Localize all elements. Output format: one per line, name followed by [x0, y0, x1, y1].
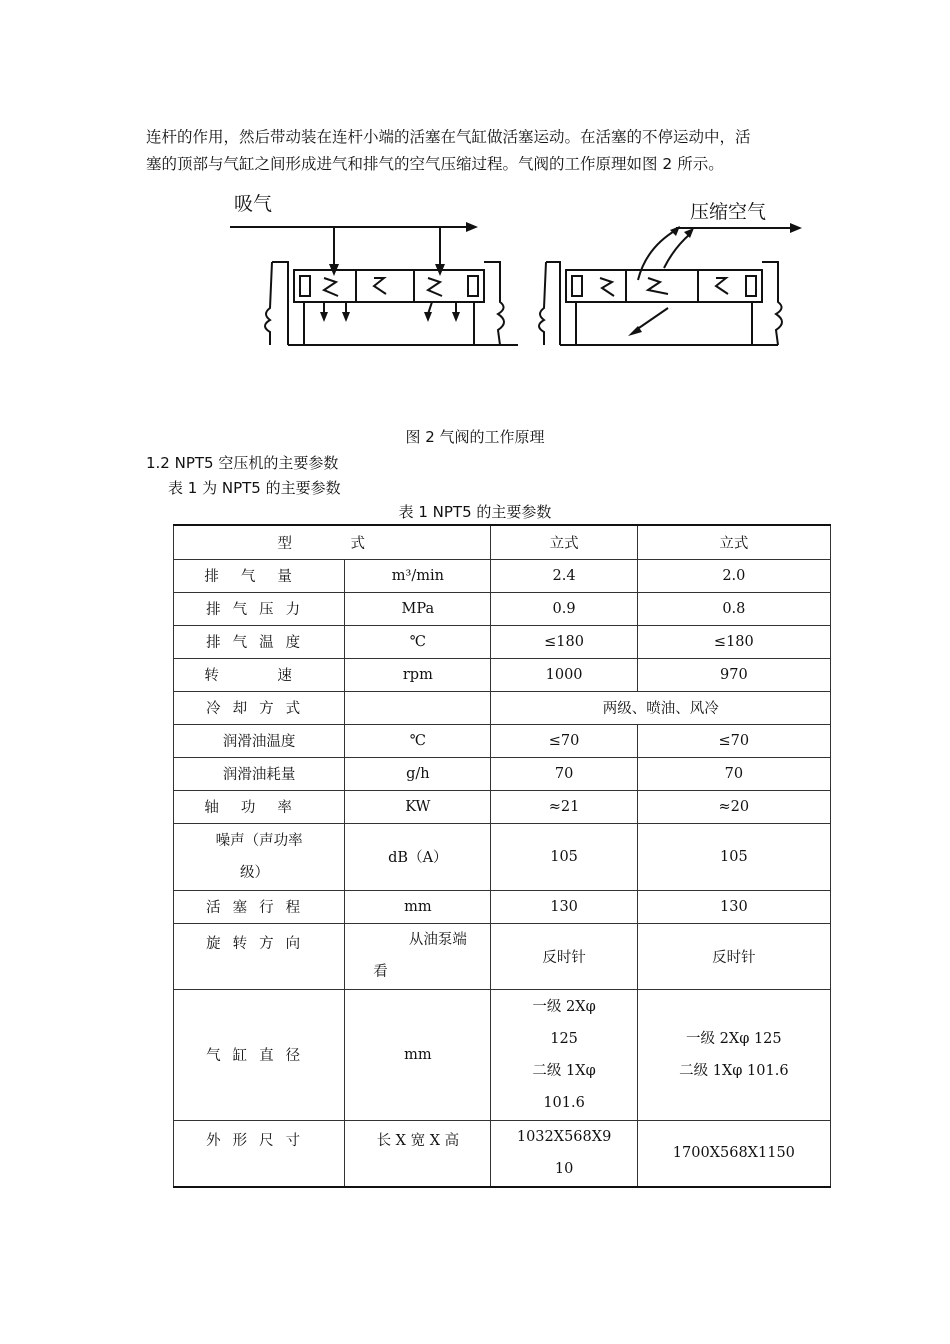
row-value-1: 2.4 [491, 559, 637, 592]
row-value-2: 70 [637, 757, 830, 790]
row-unit: KW [345, 790, 491, 823]
value-line: 101.6 [543, 1094, 585, 1111]
row-value-1 [491, 1120, 637, 1187]
table-row [174, 691, 831, 724]
table-row [174, 592, 831, 625]
row-value-1: 0.9 [491, 592, 637, 625]
row-unit: rpm [345, 658, 491, 691]
row-label: 排气压力 [174, 592, 345, 625]
row-value-1: 105 [491, 823, 637, 890]
value-line: 一级 2Xφ [532, 998, 596, 1015]
row-label: 转 速 [174, 658, 345, 691]
table-row [174, 658, 831, 691]
row-unit: mm [345, 989, 491, 1120]
row-value-2: 105 [637, 823, 830, 890]
row-value-1: 70 [491, 757, 637, 790]
row-value-2: 反时针 [637, 923, 830, 989]
row-value-merged: 两级、喷油、风冷 [491, 691, 831, 724]
row-value-1: 130 [491, 890, 637, 923]
row-value-1: ≤180 [491, 625, 637, 658]
row-value-2: 130 [637, 890, 830, 923]
table-row [174, 790, 831, 823]
row-value-2: ≤180 [637, 625, 830, 658]
intake-label: 吸气 [234, 193, 273, 215]
row-unit: ℃ [345, 625, 491, 658]
row-label: 润滑油温度 [174, 724, 345, 757]
table-title: 表 1 NPT5 的主要参数 [398, 503, 552, 521]
row-label: 活塞行程 [174, 890, 345, 923]
row-label: 润滑油耗量 [174, 757, 345, 790]
row-unit: 长 X 宽 X 高 [345, 1120, 491, 1187]
row-unit-line: 从油泵端 [408, 932, 467, 948]
table-row [174, 989, 831, 1120]
intro-paragraph [146, 124, 826, 178]
row-value-1: ≈21 [491, 790, 637, 823]
valve-diagram [228, 190, 808, 370]
value-line: 125 [550, 1030, 578, 1047]
table-row [174, 559, 831, 592]
header-label: 型 式 [174, 525, 491, 559]
header-col2: 立式 [637, 525, 830, 559]
compressed-air-label: 压缩空气 [690, 201, 767, 223]
figure-caption: 图 2 气阀的工作原理 [405, 428, 545, 446]
table-header-row [174, 525, 831, 559]
intro-line-1: 连杆的作用，然后带动装在连杆小端的活塞在气缸做活塞运动。在活塞的不停运动中，活 [146, 128, 751, 146]
row-value-1: 反时针 [491, 923, 637, 989]
value-line: 10 [554, 1161, 574, 1178]
header-col1: 立式 [491, 525, 637, 559]
value-line: 二级 1Xφ 101.6 [679, 1062, 789, 1079]
section-heading: 1.2 NPT5 空压机的主要参数 [146, 454, 339, 472]
value-line: 1032X568X9 [516, 1129, 612, 1146]
row-value-2: 970 [637, 658, 830, 691]
table-row [174, 823, 831, 890]
parameters-table [173, 524, 831, 1188]
row-unit: g/h [345, 757, 491, 790]
row-value-2: 2.0 [637, 559, 830, 592]
row-unit: dB（A） [345, 823, 491, 890]
table-row [174, 923, 831, 989]
value-line: 二级 1Xφ [532, 1062, 596, 1079]
row-value-1: 1000 [491, 658, 637, 691]
row-unit: m³/min [345, 559, 491, 592]
section-intro: 表 1 为 NPT5 的主要参数 [168, 479, 341, 497]
row-value-2: 1700X568X1150 [637, 1120, 830, 1187]
row-value-1: ≤70 [491, 724, 637, 757]
row-label: 轴功率 [174, 790, 345, 823]
row-label-line: 级） [240, 864, 269, 881]
row-label [174, 823, 345, 890]
row-label-line: 噪声（声功率 [215, 832, 303, 849]
row-label: 冷却方式 [174, 691, 345, 724]
row-unit: mm [345, 890, 491, 923]
row-label: 外形尺寸 [174, 1120, 345, 1187]
row-value-2: ≤70 [637, 724, 830, 757]
row-unit [345, 691, 491, 724]
row-label: 排气量 [174, 559, 345, 592]
row-value-2: ≈20 [637, 790, 830, 823]
row-label: 排气温度 [174, 625, 345, 658]
table-row [174, 757, 831, 790]
value-line: 一级 2Xφ 125 [686, 1030, 782, 1047]
table-row [174, 724, 831, 757]
row-unit: ℃ [345, 724, 491, 757]
row-unit: MPa [345, 592, 491, 625]
row-label: 旋转方向 [174, 923, 345, 989]
table-row [174, 1120, 831, 1187]
row-unit [345, 923, 491, 989]
row-unit-line: 看 [373, 964, 388, 980]
row-value-2: 0.8 [637, 592, 830, 625]
row-label: 气缸直径 [174, 989, 345, 1120]
intro-line-2: 塞的顶部与气缸之间形成进气和排气的空气压缩过程。气阀的工作原理如图 2 所示。 [146, 155, 724, 173]
row-value-2 [637, 989, 830, 1120]
row-value-1 [491, 989, 637, 1120]
table-row [174, 890, 831, 923]
table-row [174, 625, 831, 658]
